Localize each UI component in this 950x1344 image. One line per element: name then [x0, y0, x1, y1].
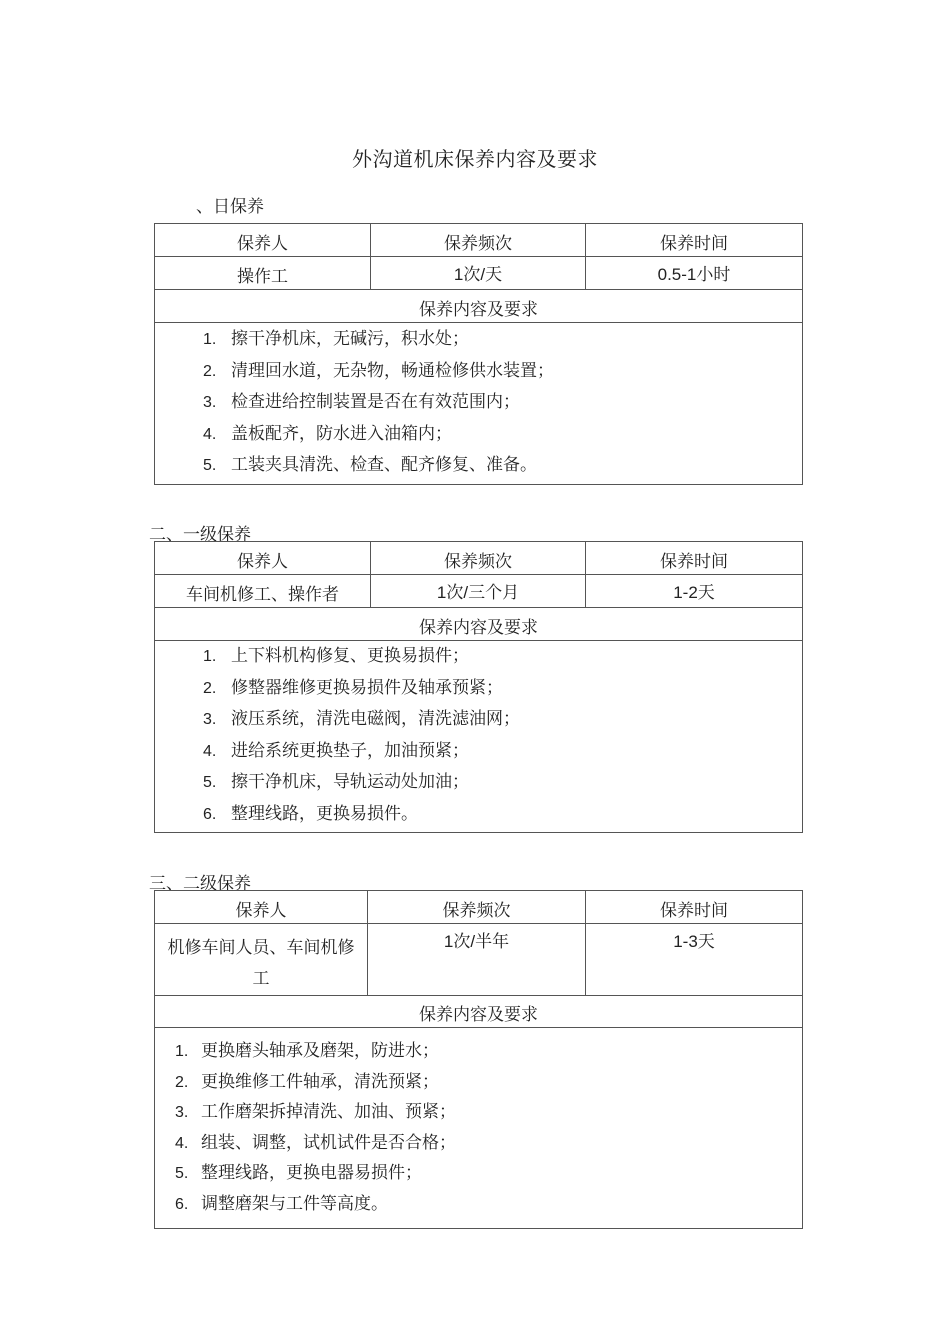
list-item: 4. 组装、调整，试机试件是否合格； — [175, 1132, 456, 1153]
value-duration: 0.5-1小时 — [586, 257, 803, 290]
value-frequency: 1次/天 — [371, 257, 586, 290]
header-duration: 保养时间 — [586, 891, 803, 924]
value-duration: 1-2天 — [586, 575, 803, 608]
value-maintainer: 机修车间人员、车间机修工 — [155, 924, 368, 996]
list-item: 2. 更换维修工件轴承，清洗预紧； — [175, 1071, 439, 1092]
requirements-cell — [155, 641, 803, 833]
requirements-list — [203, 641, 802, 830]
header-maintainer: 保养人 — [155, 224, 371, 257]
list-item: 2. 修整器维修更换易损件及轴承预紧； — [203, 677, 503, 698]
header-maintainer: 保养人 — [155, 542, 371, 575]
list-item: 2. 清理回水道，无杂物，畅通检修供水装置； — [203, 360, 554, 381]
list-item: 6. 整理线路，更换易损件。 — [203, 803, 418, 824]
header-duration: 保养时间 — [586, 224, 803, 257]
content-header: 保养内容及要求 — [155, 608, 803, 641]
value-duration: 1-3天 — [586, 924, 803, 996]
content-header-row — [155, 996, 803, 1028]
list-item: 4. 盖板配齐，防水进入油箱内； — [203, 423, 452, 444]
list-item: 5. 整理线路，更换电器易损件； — [175, 1163, 422, 1183]
content-row — [155, 641, 803, 833]
content-row — [155, 1028, 803, 1229]
content-header-row — [155, 608, 803, 641]
requirements-cell — [155, 1028, 803, 1229]
daily-maintenance-table — [154, 223, 803, 485]
table-value-row — [155, 924, 803, 996]
page-title: 外沟道机床保养内容及要求 — [352, 147, 598, 171]
list-item: 3. 检查进给控制装置是否在有效范围内； — [203, 392, 520, 412]
table-header-row — [155, 891, 803, 924]
header-frequency: 保养频次 — [371, 542, 586, 575]
content-header: 保养内容及要求 — [155, 996, 803, 1028]
table-header-row — [155, 224, 803, 257]
value-maintainer: 车间机修工、操作者 — [155, 575, 371, 608]
requirements-list — [175, 1036, 802, 1219]
level-two-maintenance-table — [154, 890, 803, 1229]
level-one-maintenance-table — [154, 541, 803, 833]
table-value-row — [155, 257, 803, 290]
list-item: 3. 工作磨架拆掉清洗、加油、预紧； — [175, 1102, 456, 1122]
table-value-row — [155, 575, 803, 608]
section-heading-level-two: 三、二级保养 — [149, 874, 251, 894]
list-item: 1. 擦干净机床，无碱污，积水处； — [203, 329, 469, 349]
value-maintainer: 操作工 — [155, 257, 371, 290]
list-item: 1. 上下料机构修复、更换易损件； — [203, 646, 469, 666]
list-item: 4. 进给系统更换垫子，加油预紧； — [203, 740, 469, 761]
content-header-row — [155, 290, 803, 323]
header-duration: 保养时间 — [586, 542, 803, 575]
content-row — [155, 323, 803, 485]
header-frequency: 保养频次 — [371, 224, 586, 257]
requirements-list — [203, 324, 802, 482]
list-item: 1. 更换磨头轴承及磨架，防进水； — [175, 1041, 439, 1061]
section-heading-daily: 、日保养 — [196, 197, 264, 217]
list-item: 5. 工装夹具清洗、检查、配齐修复、准备。 — [203, 455, 537, 475]
header-frequency: 保养频次 — [368, 891, 586, 924]
value-frequency: 1次/三个月 — [371, 575, 586, 608]
header-maintainer: 保养人 — [155, 891, 368, 924]
value-frequency: 1次/半年 — [368, 924, 586, 996]
list-item: 6. 调整磨架与工件等高度。 — [175, 1193, 388, 1214]
content-header: 保养内容及要求 — [155, 290, 803, 323]
list-item: 3. 液压系统，清洗电磁阀，清洗滤油网； — [203, 709, 520, 729]
table-header-row — [155, 542, 803, 575]
list-item: 5. 擦干净机床，导轨运动处加油； — [203, 772, 469, 792]
section-heading-level-one: 二、一级保养 — [149, 525, 251, 545]
requirements-cell — [155, 323, 803, 485]
